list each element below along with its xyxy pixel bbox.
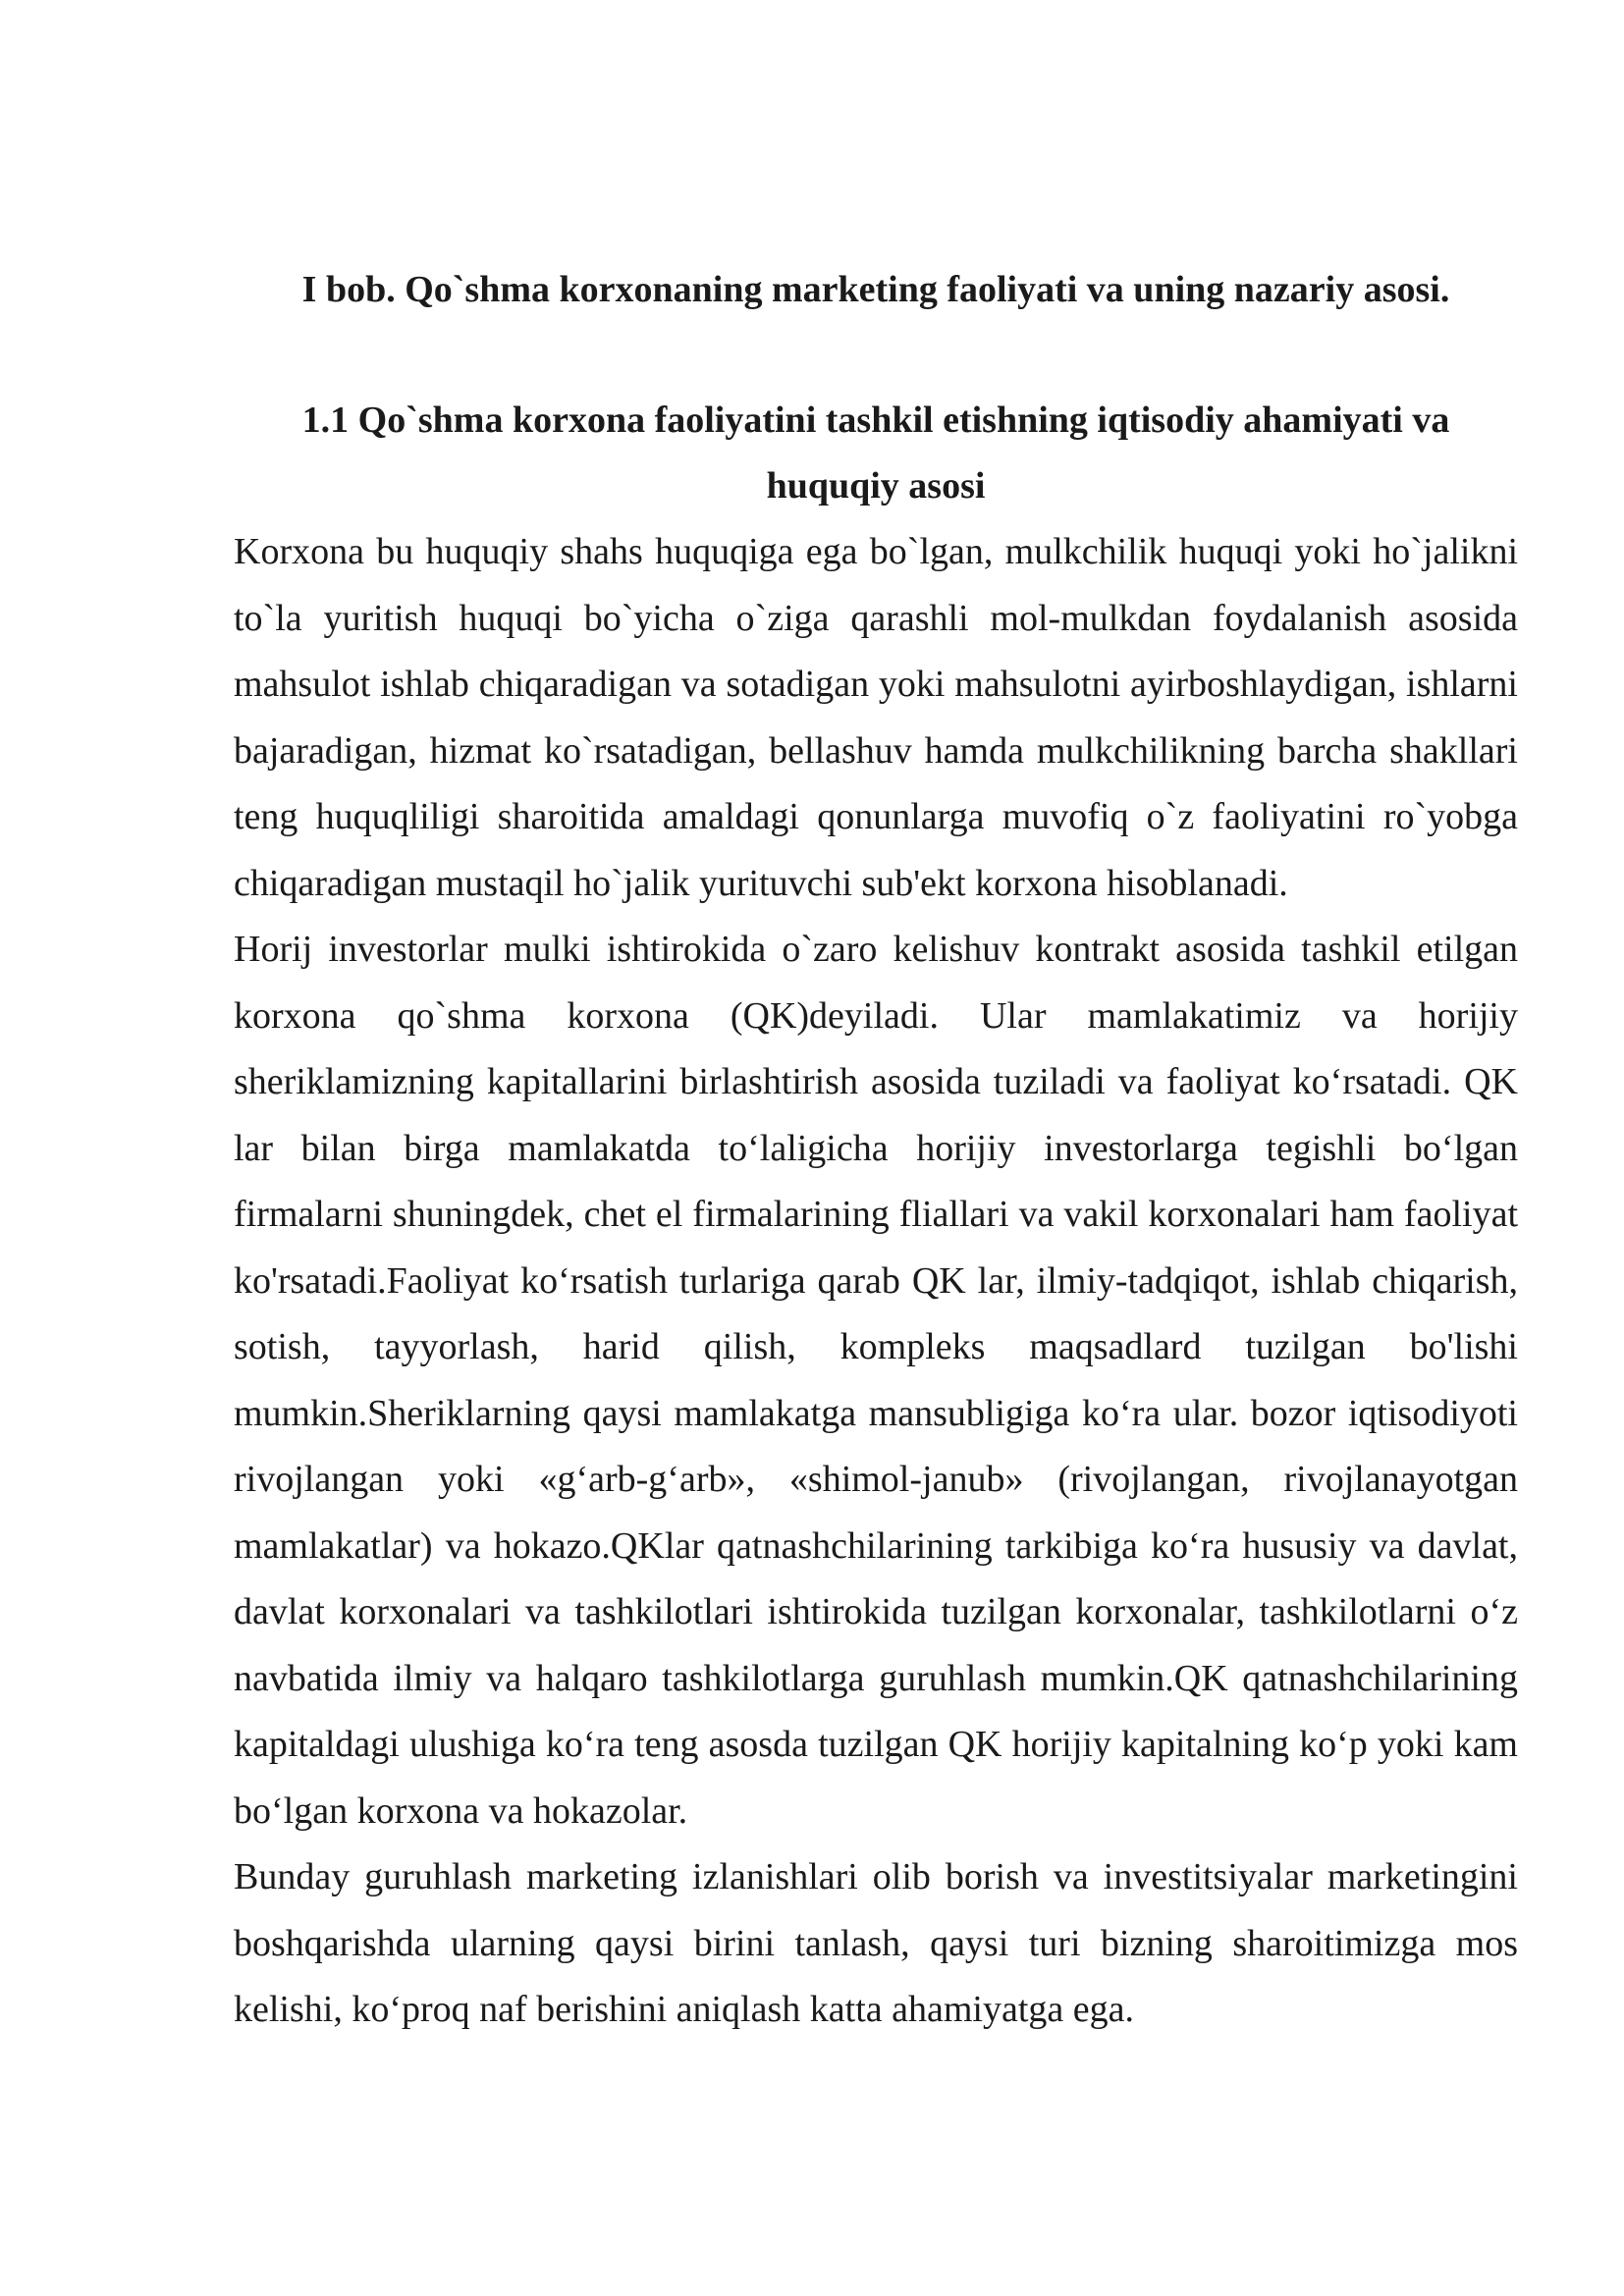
paragraph-grouping: Bunday guruhlash marketing izlanishlari olib borish va investitsiyalar marketingini boshqarishda ularning qaysi birini tanlash, qaysi turi bizning sharoitimizga mos kelishi, ko‘proq naf berishini aniqlash katta ahamiyatga ega. <box>234 1856 1518 2030</box>
section-title <box>234 388 1518 519</box>
paragraph-enterprise-definition: Korxona bu huquqiy shahs huquqiga ega bo`lgan, mulkchilik huquqi yoki ho`jalikni to`la yuritish huquqi bo`yicha o`ziga qarashli mol-mulkdan foydalanish asosida mahsulot ishlab chiqaradigan va sotadigan yoki mahsulotni ayirboshlaydigan, ishlarni bajaradigan, hizmat ko`rsatadigan, bellashuv hamda mulkchilikning barcha shakllari teng huquqliligi sharoitida amaldagi qonunlarga muvofiq o`z faoliyatini ro`yobga chiqaradigan mustaqil ho`jalik yurituvchi sub'ekt korxona hisoblanadi. <box>234 531 1518 904</box>
chapter-title: I bob. Qo`shma korxonaning marketing faoliyati va uning nazariy asosi. <box>301 269 1450 310</box>
section-title-line-2: huquqiy asosi <box>766 465 986 507</box>
page-content <box>234 257 1518 2044</box>
paragraph-joint-venture: Horij investorlar mulki ishtirokida o`zaro kelishuv kontrakt asosida tashkil etilgan korxona qo`shma korxona (QK)deyiladi. Ular mamlakatimiz va horijiy sheriklamizning kapitallarini birlashtirish asosida tuziladi va faoliyat ko‘rsatadi. QK lar bilan birga mamlakatda to‘laligicha horijiy investorlarga tegishli bo‘lgan firmalarni shuningdek, chet el firmalarining fliallari va vakil korxonalari ham faoliyat ko'rsatadi.Faoliyat ko‘rsatish turlariga qarab QK lar, ilmiy-tadqiqot, ishlab chiqarish, sotish, tayyorlash, harid qilish, kompleks maqsadlard tuzilgan bo'lishi mumkin.Sheriklarning qaysi mamlakatga mansubligiga ko‘ra ular. bozor iqtisodiyoti rivojlangan yoki «g‘arb-g‘arb», «shimol-janub» (rivojlangan, rivojlanayotgan mamlakatlar) va hokazo.QKlar qatnashchilarining tarkibiga ko‘ra hususiy va davlat, davlat korxonalari va tashkilotlari ishtirokida tuzilgan korxonalar, tashkilotlarni o‘z navbatida ilmiy va halqaro tashkilotlarga guruhlash mumkin.QK qatnashchilarining kapitaldagi ulushiga ko‘ra teng asosda tuzilgan QK horijiy kapitalning ko‘p yoki kam bo‘lgan korxona va hokazolar. <box>234 929 1518 1832</box>
section-title-line-1: 1.1 Qo`shma korxona faoliyatini tashkil etishning iqtisodiy ahamiyati va <box>301 400 1450 441</box>
